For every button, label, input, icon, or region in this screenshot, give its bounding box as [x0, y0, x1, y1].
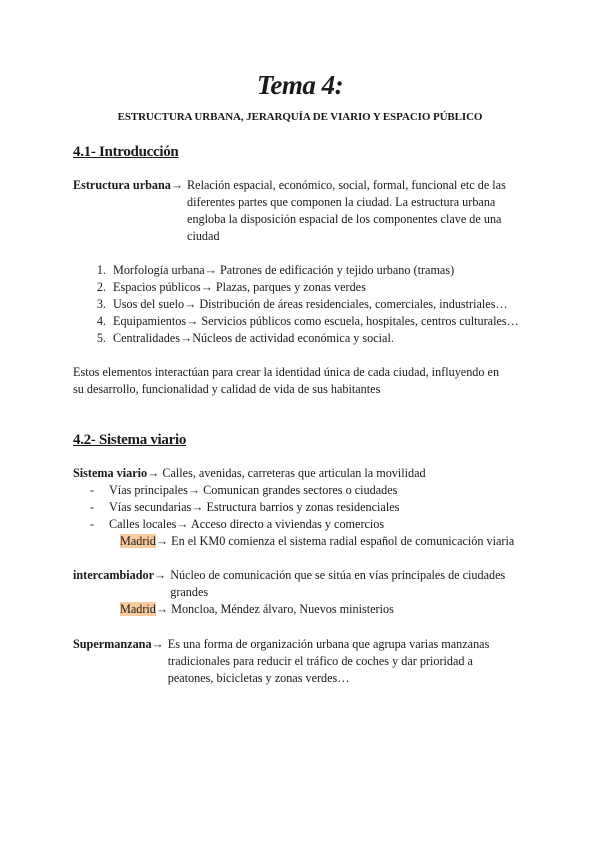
list-item: 1. Morfología urbana→ Patrones de edificación y tejido urbano (tramas)	[109, 262, 543, 279]
definition-line: engloba la disposición espacial de los componentes clave de una	[187, 212, 502, 226]
paragraph-line: su desarrollo, funcionalidad y calidad de vida de sus habitantes	[73, 382, 381, 396]
definition-line: ciudad	[187, 229, 220, 243]
definition-line: Es una forma de organización urbana que agrupa varias manzanas	[167, 637, 490, 651]
madrid-note-intercambiadores	[120, 601, 394, 618]
definition-line: tradicionales para reducir el tráfico de coches y dar prioridad a	[167, 654, 473, 668]
definition-intercambiador	[73, 567, 505, 601]
definition-body	[170, 567, 505, 601]
intro-paragraph	[73, 364, 499, 398]
definition-term: intercambiador→	[73, 568, 167, 582]
list-item: - Vías principales→ Comunican grandes sectores o ciudades	[90, 482, 399, 499]
definition-estructura-urbana	[73, 177, 506, 245]
definition-term: Supermanzana→	[73, 637, 164, 651]
section-heading-sistema-viario: 4.2- Sistema viario	[73, 432, 187, 448]
definition-supermanzana	[73, 636, 489, 687]
section-heading-introduccion: 4.1- Introducción	[73, 144, 179, 160]
definition-body	[187, 177, 506, 245]
components-list-wrap	[73, 262, 543, 347]
list-item: - Vías secundarias→ Estructura barrios y zonas residenciales	[90, 499, 399, 516]
page-subtitle: ESTRUCTURA URBANA, JERARQUÍA DE VIARIO Y ESPACIO PÚBLICO	[117, 111, 483, 123]
note-text: → Moncloa, Méndez álvaro, Nuevos ministerios	[155, 602, 394, 616]
list-item: - Calles locales→ Acceso directo a viviendas y comercios	[90, 516, 399, 533]
list-item: 2. Espacios públicos→ Plazas, parques y zonas verdes	[109, 279, 543, 296]
definition-line: Núcleo de comunicación que se sitúa en vías principales de ciudades	[170, 568, 506, 582]
definition-body: Calles, avenidas, carreteras que articulan la movilidad	[159, 466, 426, 480]
madrid-note-km0	[120, 533, 514, 550]
definition-line: grandes	[170, 585, 209, 599]
road-types-list	[90, 482, 399, 533]
list-item: 3. Usos del suelo→ Distribución de áreas residenciales, comerciales, industriales…	[109, 296, 543, 313]
definition-term: Estructura urbana→	[73, 178, 184, 192]
note-text: → En el KM0 comienza el sistema radial español de comunicación viaria	[155, 534, 515, 548]
list-item: 4. Equipamientos→ Servicios públicos como escuela, hospitales, centros culturales…	[109, 313, 543, 330]
definition-term: Sistema viario→	[73, 466, 160, 480]
list-item: 5. Centralidades→Núcleos de actividad económica y social.	[109, 330, 543, 347]
definition-line: Relación espacial, económico, social, formal, funcional etc de las	[187, 178, 506, 192]
highlighted-label: Madrid	[120, 602, 156, 616]
definition-line: diferentes partes que componen la ciudad. La estructura urbana	[187, 195, 496, 209]
definition-body	[168, 636, 490, 687]
road-types-wrap	[90, 482, 399, 533]
definition-line: peatones, bicicletas y zonas verdes…	[167, 671, 350, 685]
highlighted-label: Madrid	[120, 534, 156, 548]
page-title: Tema 4:	[256, 70, 344, 100]
components-list	[73, 262, 543, 347]
definition-sistema-viario	[73, 465, 426, 482]
paragraph-line: Estos elementos interactúan para crear la identidad única de cada ciudad, influyendo en	[73, 365, 500, 379]
